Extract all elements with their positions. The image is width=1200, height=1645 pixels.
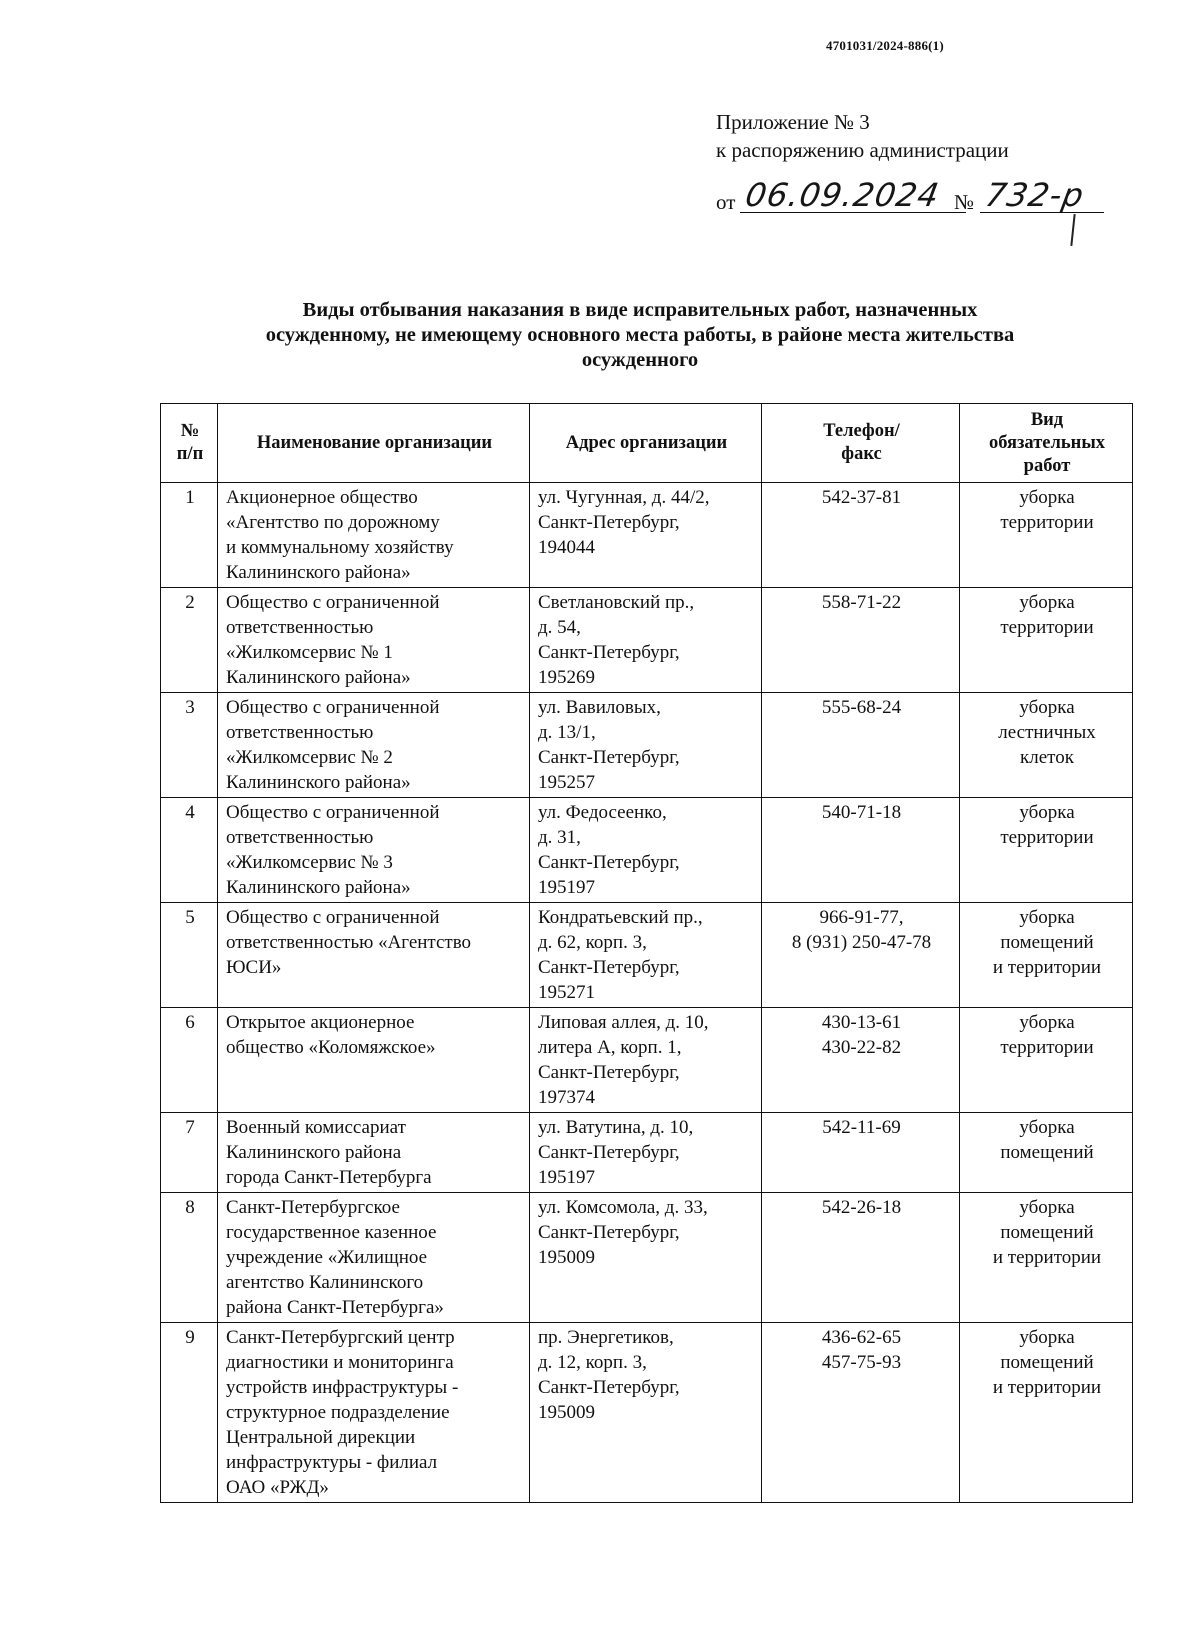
cell-organization-line: диагностики и мониторинга xyxy=(226,1352,454,1373)
cell-address-line: Санкт-Петербург, xyxy=(538,1377,680,1398)
table-row xyxy=(161,588,1133,693)
cell-organization-line: «Жилкомсервис № 3 xyxy=(226,852,393,873)
cell-phone-line: 542-11-69 xyxy=(822,1117,901,1138)
cell-work-kind xyxy=(960,483,1133,588)
cell-address-line: 195197 xyxy=(538,877,595,898)
cell-address-line: ул. Ватутина, д. 10, xyxy=(538,1117,694,1138)
cell-organization-line: Калининского района» xyxy=(226,772,411,793)
row-number: 9 xyxy=(185,1327,195,1348)
cell-organization-line: ответственностью xyxy=(226,617,374,638)
header-work-kind: Вид обязательных работ xyxy=(960,404,1133,483)
cell-address-line: 195197 xyxy=(538,1167,595,1188)
cell-organization-line: инфраструктуры - филиал xyxy=(226,1452,438,1473)
cell-organization-line: устройств инфраструктуры - xyxy=(226,1377,459,1398)
cell-organization xyxy=(218,483,530,588)
cell-address xyxy=(530,588,762,693)
annex-line-2: к распоряжению администрации xyxy=(716,138,1009,162)
cell-organization xyxy=(218,1323,530,1503)
cell-work-kind-line: уборка xyxy=(1019,487,1075,508)
number-prefix: № xyxy=(954,190,975,214)
cell-address-line: 195009 xyxy=(538,1247,595,1268)
handwritten-date: 06.09.2024 xyxy=(742,176,943,214)
cell-num xyxy=(161,903,218,1008)
cell-phone-line: 436-62-65 xyxy=(821,1327,902,1348)
cell-phone xyxy=(762,483,960,588)
cell-num xyxy=(161,693,218,798)
title-line-2: осужденному, не имеющему основного места работы, в районе места жительства xyxy=(265,324,1015,346)
cell-address-line: Санкт-Петербург, xyxy=(538,1062,680,1083)
cell-address xyxy=(530,693,762,798)
cell-work-kind-line: помещений xyxy=(1000,932,1094,953)
cell-phone-line: 540-71-18 xyxy=(821,802,902,823)
cell-address-line: Санкт-Петербург, xyxy=(538,852,680,873)
cell-work-kind-line: помещений xyxy=(1000,1222,1094,1243)
cell-work-kind-line: территории xyxy=(1000,1037,1094,1058)
cell-organization-line: общество «Коломяжское» xyxy=(226,1037,436,1058)
cell-organization-line: «Жилкомсервис № 2 xyxy=(226,747,393,768)
cell-address-line: Санкт-Петербург, xyxy=(538,747,680,768)
cell-organization-line: Санкт-Петербургское xyxy=(226,1197,400,1218)
cell-work-kind-line: уборка xyxy=(1019,907,1075,928)
cell-address xyxy=(530,1323,762,1503)
cell-address-line: д. 54, xyxy=(538,617,581,638)
cell-phone-line: 555-68-24 xyxy=(821,697,902,718)
cell-address xyxy=(530,1113,762,1193)
cell-organization-line: учреждение «Жилищное xyxy=(226,1247,428,1268)
row-number: 3 xyxy=(185,697,195,718)
header-organization: Наименование организации xyxy=(218,404,530,483)
header-address: Адрес организации xyxy=(530,404,762,483)
cell-work-kind xyxy=(960,693,1133,798)
cell-organization xyxy=(218,1193,530,1323)
cell-organization-line: Общество с ограниченной xyxy=(226,907,440,928)
cell-work-kind-line: территории xyxy=(1000,617,1094,638)
cell-organization-line: Калининского района» xyxy=(226,562,411,583)
cell-phone xyxy=(762,798,960,903)
cell-work-kind xyxy=(960,1323,1133,1503)
row-number: 4 xyxy=(185,802,195,823)
cell-num xyxy=(161,798,218,903)
cell-phone xyxy=(762,1323,960,1503)
cell-organization-line: Общество с ограниченной xyxy=(226,697,440,718)
cell-num xyxy=(161,1323,218,1503)
row-number: 7 xyxy=(185,1117,195,1138)
cell-phone-line: 8 (931) 250-47-78 xyxy=(791,932,932,953)
cell-organization-line: ответственностью xyxy=(226,722,374,743)
cell-organization-line: города Санкт-Петербурга xyxy=(226,1167,432,1188)
cell-organization-line: района Санкт-Петербурга» xyxy=(226,1297,444,1318)
cell-address-line: Кондратьевский пр., xyxy=(538,907,703,928)
cell-phone-line: 430-22-82 xyxy=(821,1037,902,1058)
handwritten-number: 732-р xyxy=(982,176,1088,214)
annex-line-1: Приложение № 3 xyxy=(716,110,870,134)
cell-num xyxy=(161,483,218,588)
table-row xyxy=(161,483,1133,588)
cell-organization-line: Калининского района» xyxy=(226,667,411,688)
cell-phone xyxy=(762,1193,960,1323)
cell-work-kind-line: территории xyxy=(1000,512,1094,533)
cell-work-kind-line: и территории xyxy=(992,957,1102,978)
cell-organization-line: ОАО «РЖД» xyxy=(226,1477,329,1498)
cell-address-line: д. 13/1, xyxy=(538,722,596,743)
cell-address-line: ул. Федосеенко, xyxy=(538,802,667,823)
cell-organization-line: Центральной дирекции xyxy=(226,1427,416,1448)
cell-phone-line: 430-13-61 xyxy=(821,1012,902,1033)
cell-address-line: Санкт-Петербург, xyxy=(538,642,680,663)
cell-address-line: 195257 xyxy=(538,772,595,793)
annex-block xyxy=(716,108,1009,164)
cell-work-kind-line: лестничных xyxy=(998,722,1096,743)
cell-organization-line: Общество с ограниченной xyxy=(226,802,440,823)
cell-phone xyxy=(762,588,960,693)
cell-work-kind-line: уборка xyxy=(1019,1327,1075,1348)
cell-organization-line: Калининского района xyxy=(226,1142,402,1163)
cell-address xyxy=(530,798,762,903)
cell-organization-line: Акционерное общество xyxy=(226,487,418,508)
cell-organization xyxy=(218,903,530,1008)
cell-organization-line: ответственностью xyxy=(226,827,374,848)
document-title xyxy=(180,298,1100,373)
cell-organization-line: Санкт-Петербургский центр xyxy=(226,1327,455,1348)
cell-address-line: литера А, корп. 1, xyxy=(538,1037,682,1058)
cell-address-line: Санкт-Петербург, xyxy=(538,512,680,533)
cell-address-line: ул. Вавиловых, xyxy=(538,697,661,718)
cell-address-line: Санкт-Петербург, xyxy=(538,1142,680,1163)
cell-organization-line: Общество с ограниченной xyxy=(226,592,440,613)
row-number: 5 xyxy=(185,907,195,928)
table-row xyxy=(161,1113,1133,1193)
cell-work-kind-line: клеток xyxy=(1020,747,1074,768)
number-underline xyxy=(980,212,1104,213)
cell-address xyxy=(530,1008,762,1113)
table-row xyxy=(161,798,1133,903)
cell-work-kind-line: и территории xyxy=(992,1247,1102,1268)
cell-num xyxy=(161,588,218,693)
cell-address-line: ул. Комсомола, д. 33, xyxy=(538,1197,708,1218)
cell-work-kind xyxy=(960,1193,1133,1323)
cell-address-line: пр. Энергетиков, xyxy=(538,1327,674,1348)
cell-address xyxy=(530,903,762,1008)
cell-work-kind-line: территории xyxy=(1000,827,1094,848)
document-registration-number: 4701031/2024-886(1) xyxy=(826,38,944,53)
cell-num xyxy=(161,1008,218,1113)
cell-phone xyxy=(762,1113,960,1193)
title-line-3: осужденного xyxy=(581,349,699,371)
cell-address-line: д. 12, корп. 3, xyxy=(538,1352,647,1373)
cell-num xyxy=(161,1113,218,1193)
date-underline xyxy=(740,212,966,213)
table-header-row xyxy=(161,404,1133,483)
row-number: 6 xyxy=(185,1012,195,1033)
cell-organization-line: «Жилкомсервис № 1 xyxy=(226,642,393,663)
cell-phone xyxy=(762,693,960,798)
cell-address-line: д. 31, xyxy=(538,827,581,848)
cell-work-kind xyxy=(960,588,1133,693)
cell-num xyxy=(161,1193,218,1323)
cell-address-line: Санкт-Петербург, xyxy=(538,957,680,978)
table-row xyxy=(161,693,1133,798)
cell-organization-line: Калининского района» xyxy=(226,877,411,898)
cell-work-kind xyxy=(960,1008,1133,1113)
cell-organization-line: «Агентство по дорожному xyxy=(226,512,440,533)
cell-phone xyxy=(762,903,960,1008)
cell-address-line: 194044 xyxy=(538,537,595,558)
cell-work-kind xyxy=(960,1113,1133,1193)
cell-work-kind xyxy=(960,903,1133,1008)
cell-phone-line: 558-71-22 xyxy=(821,592,902,613)
handwriting-stroke xyxy=(1070,214,1075,246)
cell-address-line: Санкт-Петербург, xyxy=(538,1222,680,1243)
cell-work-kind-line: уборка xyxy=(1019,1117,1075,1138)
cell-work-kind-line: и территории xyxy=(992,1377,1102,1398)
cell-address-line: 195271 xyxy=(538,982,595,1003)
row-number: 2 xyxy=(185,592,195,613)
cell-work-kind-line: уборка xyxy=(1019,592,1075,613)
row-number: 1 xyxy=(185,487,195,508)
cell-work-kind-line: уборка xyxy=(1019,1012,1075,1033)
cell-work-kind-line: уборка xyxy=(1019,1197,1075,1218)
cell-address-line: Светлановский пр., xyxy=(538,592,695,613)
cell-organization xyxy=(218,1113,530,1193)
table-row xyxy=(161,903,1133,1008)
cell-organization-line: агентство Калининского xyxy=(226,1272,424,1293)
cell-work-kind-line: уборка xyxy=(1019,802,1075,823)
row-number: 8 xyxy=(185,1197,195,1218)
table-row xyxy=(161,1008,1133,1113)
cell-organization-line: Военный комиссариат xyxy=(226,1117,406,1138)
cell-phone-line: 966-91-77, xyxy=(819,907,904,928)
cell-address-line: 195269 xyxy=(538,667,595,688)
header-phone: Телефон/ факс xyxy=(762,404,960,483)
table-row xyxy=(161,1193,1133,1323)
cell-phone-line: 457-75-93 xyxy=(821,1352,902,1373)
cell-phone-line: 542-37-81 xyxy=(821,487,902,508)
cell-address-line: 197374 xyxy=(538,1087,595,1108)
cell-organization-line: и коммунальному хозяйству xyxy=(226,537,454,558)
cell-address-line: д. 62, корп. 3, xyxy=(538,932,647,953)
date-prefix: от xyxy=(716,190,736,214)
cell-organization-line: структурное подразделение xyxy=(226,1402,450,1423)
header-num: № п/п xyxy=(161,404,218,483)
cell-address-line: ул. Чугунная, д. 44/2, xyxy=(538,487,710,508)
title-line-1: Виды отбывания наказания в виде исправительных работ, назначенных xyxy=(302,299,978,321)
cell-address-line: Липовая аллея, д. 10, xyxy=(538,1012,709,1033)
cell-phone xyxy=(762,1008,960,1113)
table-row xyxy=(161,1323,1133,1503)
cell-organization-line: ЮСИ» xyxy=(226,957,282,978)
cell-organization-line: государственное казенное xyxy=(226,1222,437,1243)
cell-organization-line: Открытое акционерное xyxy=(226,1012,415,1033)
cell-organization-line: ответственностью «Агентство xyxy=(226,932,472,953)
cell-work-kind xyxy=(960,798,1133,903)
cell-work-kind-line: помещений xyxy=(1000,1142,1094,1163)
cell-organization xyxy=(218,1008,530,1113)
cell-organization xyxy=(218,693,530,798)
cell-organization xyxy=(218,798,530,903)
cell-address xyxy=(530,483,762,588)
cell-work-kind-line: уборка xyxy=(1019,697,1075,718)
cell-address xyxy=(530,1193,762,1323)
cell-organization xyxy=(218,588,530,693)
cell-address-line: 195009 xyxy=(538,1402,595,1423)
cell-phone-line: 542-26-18 xyxy=(821,1197,902,1218)
organizations-table xyxy=(160,403,1133,1503)
table-body xyxy=(161,483,1133,1503)
cell-work-kind-line: помещений xyxy=(1000,1352,1094,1373)
